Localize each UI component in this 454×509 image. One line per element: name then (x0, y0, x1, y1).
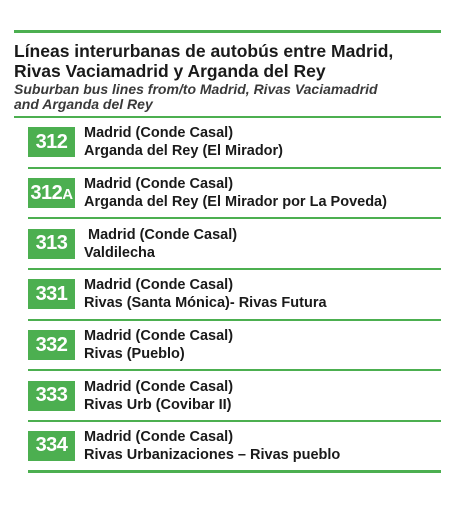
line-origin: Madrid (Conde Casal) (84, 428, 234, 445)
bus-line-row-332 (28, 321, 441, 372)
line-destination: Arganda del Rey (El Mirador por La Poveda) (84, 194, 387, 211)
bus-line-row-312 (28, 118, 441, 169)
line-origin: Madrid (Conde Casal) (84, 226, 238, 243)
bus-line-row-331 (28, 270, 441, 321)
panel-title (14, 41, 441, 81)
line-origin: Madrid (Conde Casal) (84, 378, 234, 395)
line-origin: Madrid (Conde Casal) (84, 328, 234, 345)
line-destination: Arganda del Rey (El Mirador) (84, 143, 284, 160)
line-number-badge: 332 (28, 330, 75, 360)
line-number-badge: 334 (28, 431, 75, 461)
title-line-2: Rivas Vaciamadrid y Arganda del Rey (14, 61, 326, 81)
top-divider (14, 30, 441, 33)
bus-line-row-312a (28, 169, 441, 220)
line-destination: Valdilecha (84, 244, 155, 261)
bus-line-list (28, 118, 441, 473)
line-origin: Madrid (Conde Casal) (84, 125, 234, 142)
line-origin: Madrid (Conde Casal) (84, 176, 234, 193)
line-number-badge: 331 (28, 279, 75, 309)
subtitle-line-2: and Arganda del Rey (14, 96, 153, 112)
bus-line-row-313 (28, 219, 441, 270)
line-number-badge: 333 (28, 381, 75, 411)
bus-line-row-334 (28, 422, 441, 473)
line-number-badge: 312 A (28, 178, 75, 208)
line-destination: Rivas Urb (Covibar II) (84, 396, 232, 413)
bus-line-row-333 (28, 371, 441, 422)
subtitle-line-1: Suburban bus lines from/to Madrid, Rivas Vaciamadrid (14, 81, 378, 97)
line-origin: Madrid (Conde Casal) (84, 277, 234, 294)
line-number-badge: 312 (28, 127, 75, 157)
title-line-1: Líneas interurbanas de autobús entre Madrid, (14, 41, 394, 61)
line-number-badge: 313 (28, 229, 75, 259)
bus-lines-panel (14, 30, 441, 473)
line-destination: Rivas Urbanizaciones – Rivas pueblo (84, 446, 341, 463)
panel-subtitle (14, 82, 441, 112)
line-destination: Rivas (Pueblo) (84, 346, 185, 363)
line-destination: Rivas (Santa Mónica)- Rivas Futura (84, 295, 327, 312)
